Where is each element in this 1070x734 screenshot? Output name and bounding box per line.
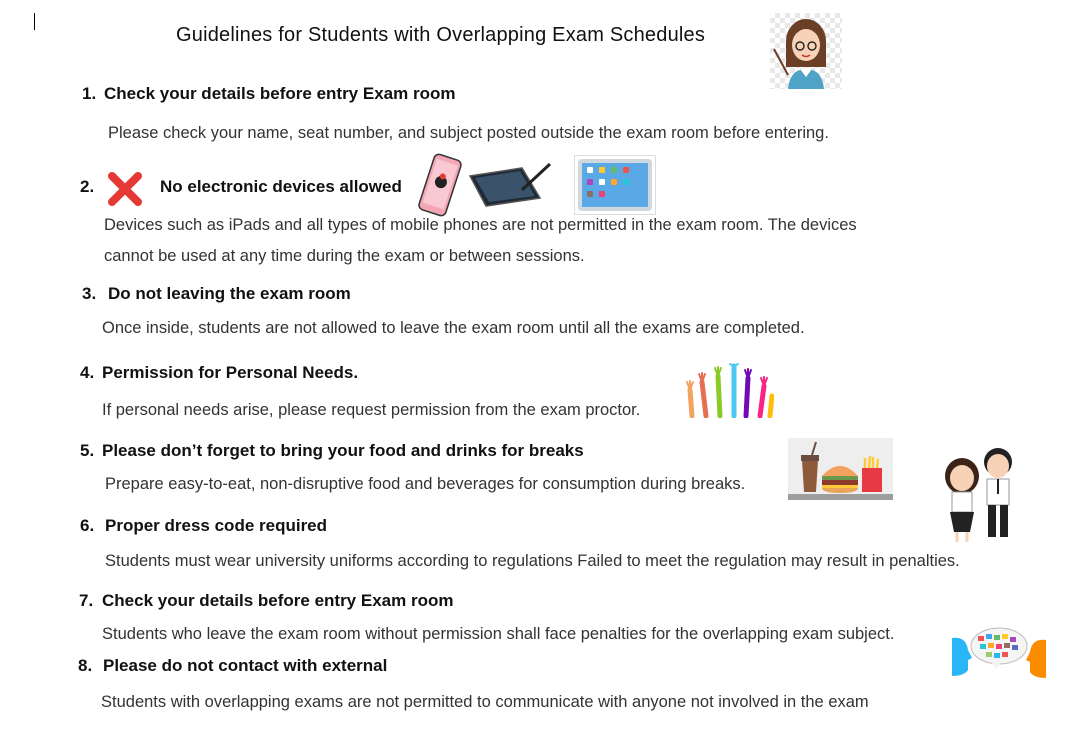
section-4-body: If personal needs arise, please request permission from the exam proctor.: [102, 401, 641, 419]
page-title: Guidelines for Students with Overlapping Exam Schedules: [176, 24, 706, 46]
section-2-body-line-2: cannot be used at any time during the exam or between sessions.: [104, 247, 585, 265]
section-2-number: 2.: [80, 177, 95, 196]
section-5-title: Please don’t forget to bring your food and drinks for breaks: [102, 441, 584, 460]
section-5-body: Prepare easy-to-eat, non-disruptive food and beverages for consumption during breaks.: [105, 475, 746, 493]
section-1-number: 1.: [82, 84, 97, 103]
section-5-heading: [80, 441, 584, 461]
section-4-title: Permission for Personal Needs.: [102, 363, 359, 382]
section-8-title: Please do not contact with external: [103, 656, 388, 675]
students-uniform-illustration: [936, 442, 1022, 544]
section-2-body-line-1: Devices such as iPads and all types of mobile phones are not permitted in the exam room. The devices: [104, 216, 857, 234]
conversation-heads-illustration: [952, 626, 1046, 688]
text-cursor: [34, 13, 35, 30]
section-8-body: Students with overlapping exams are not permitted to communicate with anyone not involved in the exam: [101, 693, 869, 711]
ipad-illustration: [574, 155, 656, 215]
section-1-body: Please check your name, seat number, and subject posted outside the exam room before entering.: [108, 124, 829, 142]
section-8-heading: [78, 656, 387, 676]
section-5-number: 5.: [80, 441, 95, 460]
section-3-number: 3.: [82, 284, 97, 303]
section-2-title: No electronic devices allowed: [160, 177, 402, 196]
section-6-number: 6.: [80, 516, 95, 535]
section-6-title: Proper dress code required: [105, 516, 328, 535]
section-1-title: Check your details before entry Exam room: [104, 84, 456, 103]
section-7-heading: [79, 591, 453, 611]
section-3-title: Do not leaving the exam room: [108, 284, 351, 303]
fast-food-illustration: [788, 438, 893, 500]
section-4-heading: [80, 363, 358, 383]
section-8-number: 8.: [78, 656, 93, 675]
section-3-body: Once inside, students are not allowed to leave the exam room until all the exams are completed.: [102, 319, 805, 337]
teacher-illustration: [770, 13, 842, 89]
smartphone-illustration: [416, 152, 464, 218]
section-7-body: Students who leave the exam room without permission shall face penalties for the overlapping exam subject.: [102, 625, 895, 643]
section-7-title: Check your details before entry Exam room: [102, 591, 454, 610]
raised-hands-illustration: [684, 362, 774, 418]
tablet-stylus-illustration: [466, 160, 552, 210]
section-7-number: 7.: [79, 591, 94, 610]
section-6-heading: [80, 516, 327, 536]
red-x-icon: [106, 170, 144, 208]
section-1-heading: [82, 84, 455, 104]
section-4-number: 4.: [80, 363, 95, 382]
section-6-body: Students must wear university uniforms according to regulations Failed to meet the regulation may result in penalties.: [105, 552, 960, 570]
section-3-heading: [82, 284, 351, 304]
